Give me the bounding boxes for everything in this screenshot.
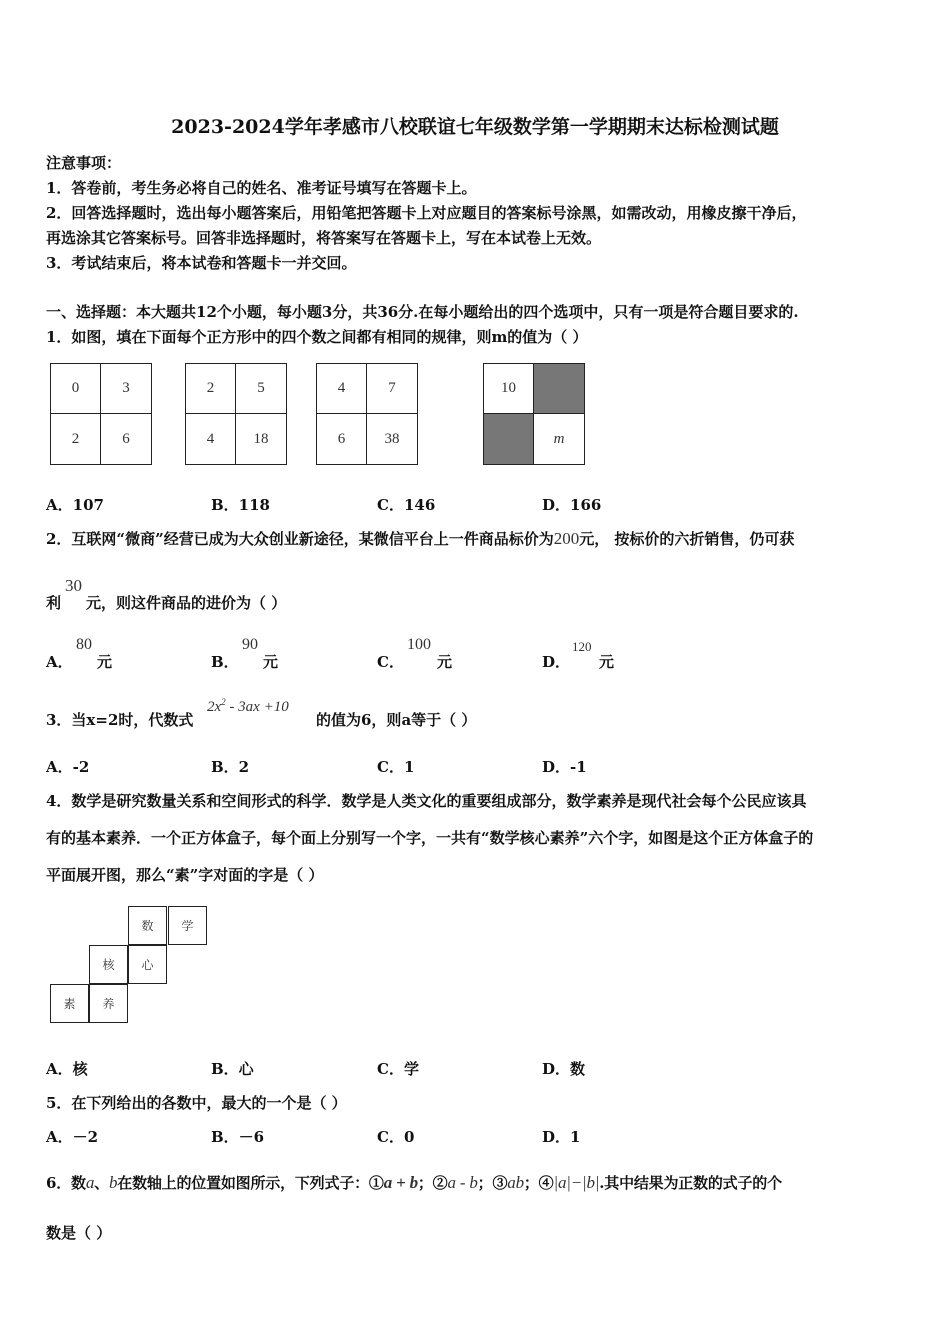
net-face-xin: 心 xyxy=(128,945,167,984)
q2-stem-b: 元， 按标价的六折销售，仍可获 xyxy=(579,530,795,548)
notice-item-1: 1．答卷前，考生务必将自己的姓名、准考证号填写在答题卡上。 xyxy=(46,179,477,197)
q2-option-c-unit: 元 xyxy=(437,653,453,671)
q2-option-a-letter[interactable]: A． xyxy=(46,653,73,671)
q6-expr-2: a - b xyxy=(447,1173,478,1192)
q3-option-c[interactable]: C．1 xyxy=(377,758,415,776)
q3-expr-a: 2x xyxy=(207,699,222,715)
q2-option-d-value: 120 xyxy=(572,639,592,654)
grid-cell: 4 xyxy=(317,364,367,414)
notice-item-3: 3．考试结束后，将本试卷和答题卡一并交回。 xyxy=(46,254,357,272)
q6-sep-2: ；③ xyxy=(477,1174,508,1192)
shaded-cell xyxy=(534,364,584,414)
q4-line-3: 平面展开图，那么“素”字对面的字是（ ） xyxy=(46,866,324,884)
q3-option-b[interactable]: B．2 xyxy=(211,758,250,776)
notice-heading: 注意事项： xyxy=(46,154,122,172)
q6-expr-4: |a|−|b| xyxy=(553,1173,600,1192)
q6-stem-d: 数是（ ） xyxy=(46,1224,112,1242)
grid-cell: 3 xyxy=(101,364,151,414)
q1-option-c[interactable]: C．146 xyxy=(377,496,436,514)
q5-option-c[interactable]: C．0 xyxy=(377,1128,415,1146)
q2-option-d-unit: 元 xyxy=(599,653,615,671)
q2-stem-a: 2．互联网“微商”经营已成为大众创业新途径，某微信平台上一件商品标价为 xyxy=(46,530,554,548)
q6-expr-3: ab xyxy=(507,1173,524,1192)
grid-cell: 5 xyxy=(236,364,286,414)
q2-option-b-letter[interactable]: B． xyxy=(211,653,239,671)
grid-cell: 6 xyxy=(122,430,130,447)
grid-cell: 2 xyxy=(186,364,236,414)
q2-stem-line1 xyxy=(46,528,794,549)
q6-stem-a: 6．数 xyxy=(46,1174,86,1192)
q2-option-b-unit: 元 xyxy=(263,653,279,671)
q2-stem-c: 利 xyxy=(46,594,62,612)
q1-option-b[interactable]: B．118 xyxy=(211,496,270,514)
q5-option-d[interactable]: D．1 xyxy=(542,1128,581,1146)
q2-option-c-letter[interactable]: C． xyxy=(377,653,404,671)
q3-stem-a: 3．当x=2时，代数式 xyxy=(46,711,194,729)
q3-stem-b: 的值为6，则a等于（ ） xyxy=(316,711,477,729)
q6-stem-line1 xyxy=(46,1172,782,1193)
q6-var-b: b xyxy=(108,1173,118,1192)
net-face-su: 素 xyxy=(50,984,89,1023)
q2-price: 200 xyxy=(553,529,580,548)
page-title: 2023-2024学年孝感市八校联谊七年级数学第一学期期末达标检测试题 xyxy=(171,116,779,138)
grid-cell: 7 xyxy=(367,364,417,414)
q1-grid-3 xyxy=(316,363,418,465)
q6-sep: 、 xyxy=(94,1174,109,1192)
q6-stem-c: .其中结果为正数的式子的个 xyxy=(599,1174,782,1192)
q1-grid-2 xyxy=(185,363,287,465)
grid-cell: 0 xyxy=(51,364,101,414)
q1-option-d[interactable]: D．166 xyxy=(542,496,602,514)
notice-item-2b: 再选涂其它答案标号。回答非选择题时，将答案写在答题卡上，写在本试卷上无效。 xyxy=(46,229,602,247)
q3-expr-sup: 2 xyxy=(221,697,226,707)
q5-option-b[interactable]: B．－6 xyxy=(211,1128,265,1146)
grid-cell: 18 xyxy=(253,430,269,447)
q5-stem: 5．在下列给出的各数中，最大的一个是（ ） xyxy=(46,1094,347,1112)
q2-option-c-value: 100 xyxy=(407,636,431,653)
net-face-yang: 养 xyxy=(89,984,128,1023)
q6-stem-b: 在数轴上的位置如图所示，下列式子：① xyxy=(117,1174,384,1192)
q3-option-a[interactable]: A．-2 xyxy=(46,758,90,776)
grid-cell: 4 xyxy=(186,414,236,464)
q1-grid-4 xyxy=(483,363,585,465)
q6-sep-1: ；② xyxy=(417,1174,448,1192)
q4-option-c[interactable]: C．学 xyxy=(377,1060,419,1078)
grid-cell: 2 xyxy=(51,414,101,464)
q3-expr-b: - 3ax +10 xyxy=(225,699,289,715)
q1-stem: 1．如图，填在下面每个正方形中的四个数之间都有相同的规律，则m的值为（ ） xyxy=(46,328,588,346)
net-face-shu: 数 xyxy=(128,906,167,945)
q4-option-a[interactable]: A．核 xyxy=(46,1060,88,1078)
q6-expr-1: a + b xyxy=(383,1173,418,1192)
grid-cell-m: m xyxy=(553,430,565,447)
q4-option-b[interactable]: B．心 xyxy=(211,1060,254,1078)
net-face-he: 核 xyxy=(89,945,128,984)
q2-option-a-value: 80 xyxy=(76,636,92,653)
q2-option-d-letter[interactable]: D． xyxy=(542,653,571,671)
q5-option-a[interactable]: A．－2 xyxy=(46,1128,99,1146)
net-face-xue: 学 xyxy=(168,906,207,945)
grid-cell: 10 xyxy=(484,364,534,414)
shaded-cell xyxy=(484,414,534,464)
q3-option-d[interactable]: D．-1 xyxy=(542,758,587,776)
q6-sep-3: ；④ xyxy=(523,1174,554,1192)
q2-option-b-value: 90 xyxy=(242,636,258,653)
q4-line-2: 有的基本素养．一个正方体盒子，每个面上分别写一个字，一共有“数学核心素养”六个字，如图是这个正方体盒子的 xyxy=(46,829,814,847)
q1-grid-1 xyxy=(50,363,152,465)
notice-item-2a: 2．回答选择题时，选出每小题答案后，用铅笔把答题卡上对应题目的答案标号涂黑，如需改动，用橡皮擦干净后， xyxy=(46,204,807,222)
grid-cell: 38 xyxy=(384,430,400,447)
q2-option-a-unit: 元 xyxy=(97,653,113,671)
q2-stem-d: 元，则这件商品的进价为（ ） xyxy=(86,594,287,612)
q3-expression xyxy=(207,697,289,716)
q6-var-a: a xyxy=(85,1173,95,1192)
q4-option-d[interactable]: D．数 xyxy=(542,1060,586,1078)
q1-option-a[interactable]: A．107 xyxy=(46,496,104,514)
grid-cell: 6 xyxy=(317,414,367,464)
q4-line-1: 4．数学是研究数量关系和空间形式的科学．数学是人类文化的重要组成部分，数学素养是现代社会每个公民应该具 xyxy=(46,792,807,810)
section-heading: 一、选择题：本大题共12个小题，每小题3分，共36分.在每小题给出的四个选项中，只有一项是符合题目要求的. xyxy=(46,303,799,321)
q2-profit: 30 xyxy=(65,576,82,595)
